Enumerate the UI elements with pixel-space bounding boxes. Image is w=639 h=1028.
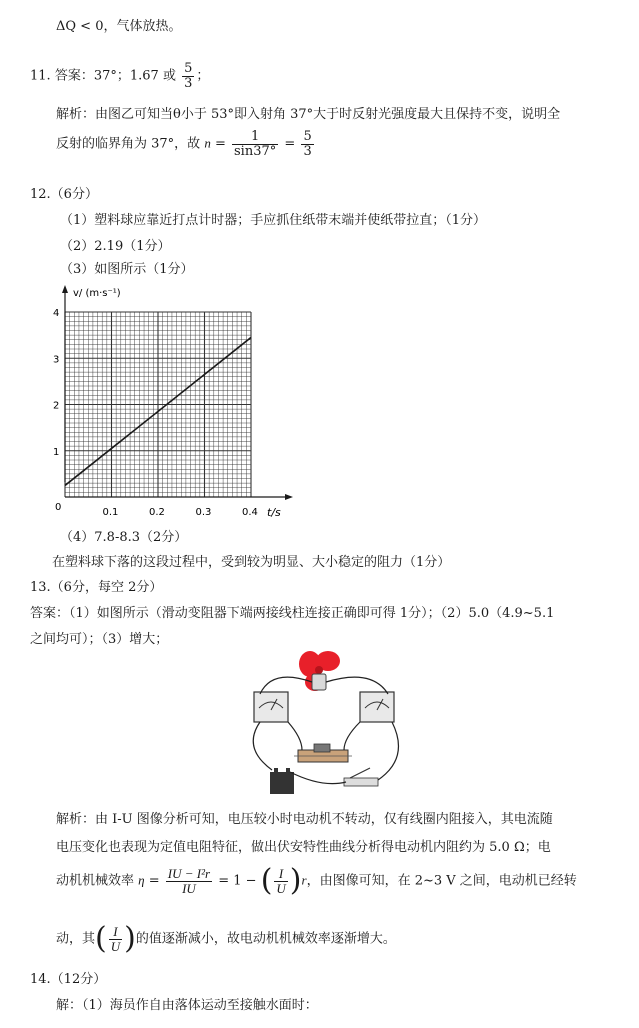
x-tick-label: 0.4	[242, 507, 258, 518]
q13-analysis-line3: 动机机械效率 η = $\frac{\text{IU − I²r}}{IU}$ = 1 − ( $\frac{I}{U}$ )r，由图像可知，在 2~3 V 之间，电动机已经转	[56, 863, 577, 898]
q11-number: 11.	[30, 68, 51, 84]
q11-answer-label: 答案：	[54, 68, 94, 84]
q13-header: 13.（6分，每空 2分）	[30, 580, 163, 595]
y-axis-arrow	[62, 285, 68, 293]
chart-grid	[65, 312, 251, 497]
q14-header: 14.（12分）	[30, 972, 107, 987]
x-axis-label: t/s	[267, 506, 281, 519]
q11-analysis-line2: 反射的临界角为 37°，故 n = $\frac{1}{\sin 37^\circ}$ = $\frac{5}{3}$	[56, 129, 312, 159]
origin-label: 0	[55, 502, 62, 513]
y-tick-label: 4	[53, 308, 60, 319]
q11-fraction: $\frac{5}{3}$	[184, 61, 193, 91]
x-axis-arrow	[285, 494, 293, 500]
q13-answer-line1: 答案：（1）如图所示（滑动变阻器下端两接线柱连接正确即可得 1分）；（2）5.0（4.9~5.1	[30, 606, 555, 621]
q13-analysis-line1: 解析：由 I-U 图像分析可知，电压较小时电动机不转动，仅有线圈内阻接入，其电流随	[56, 812, 553, 827]
voltmeter-icon	[254, 692, 288, 722]
switch-icon	[344, 768, 378, 786]
q11-answer-line: 11. 答案：37°；1.67 或 $\frac{5}{3}$ ；	[30, 61, 210, 91]
y-tick-label: 3	[53, 354, 60, 366]
q11-result-fraction: $\frac{5}{3}$	[303, 129, 312, 159]
y-tick-label: 2	[53, 400, 60, 412]
circuit-diagram	[232, 648, 412, 798]
q12-part1: （1）塑料球应靠近打点计时器；手应抓住纸带末端并使纸带拉直；（1分）	[60, 213, 487, 228]
y-tick-label: 1	[53, 446, 60, 458]
eta-fraction: $\frac{\text{IU − I²r}}{IU}$	[167, 865, 211, 896]
q14-part1: 解：（1）海员作自由落体运动至接触水面时：	[56, 998, 318, 1013]
q12-part2: （2）2.19（1分）	[60, 239, 171, 254]
q12-part4: （4）7.8-8.3（2分）	[60, 530, 188, 545]
x-tick-label: 0.2	[149, 507, 165, 518]
x-tick-label: 0.3	[195, 507, 212, 518]
rheostat-icon	[294, 744, 352, 762]
top-line: ΔQ < 0，气体放热。	[56, 19, 182, 34]
i-over-u-fraction-2: $\frac{I}{U}$	[110, 923, 121, 954]
q11-answer-value: 37°；1.67 或	[93, 68, 176, 84]
q12-part3: （3）如图所示（1分）	[60, 262, 194, 277]
x-tick-label: 0.1	[102, 507, 119, 518]
q12-part5: 在塑料球下落的这段过程中，受到较为明显、大小稳定的阻力（1分）	[52, 555, 451, 570]
y-axis-label: v/ (m·s⁻¹)	[73, 288, 121, 299]
motor-icon	[312, 674, 326, 690]
q13-answer-line2: 之间均可）；（3）增大；	[30, 632, 169, 647]
i-over-u-fraction: $\frac{I}{U}$	[276, 865, 286, 896]
q11-analysis-line1: 解析：由图乙可知当θ小于 53°即入射角 37°大于时反射光强度最大且保持不变，说明全	[56, 107, 561, 122]
q13-analysis-line2: 电压变化也表现为定值电阻特征，做出伏安特性曲线分析得电动机内阻约为 5.0 Ω；电	[56, 840, 551, 855]
vt-chart	[35, 282, 305, 527]
q12-header: 12.（6分）	[30, 187, 98, 202]
q13-analysis-line4: 动，其( $\frac{I}{U}$ )的值逐渐减小，故电动机机械效率逐渐增大。	[56, 921, 396, 956]
ammeter-icon	[360, 692, 394, 722]
q11-n-fraction: $\frac{1}{\sin 37^\circ}$	[234, 129, 277, 159]
